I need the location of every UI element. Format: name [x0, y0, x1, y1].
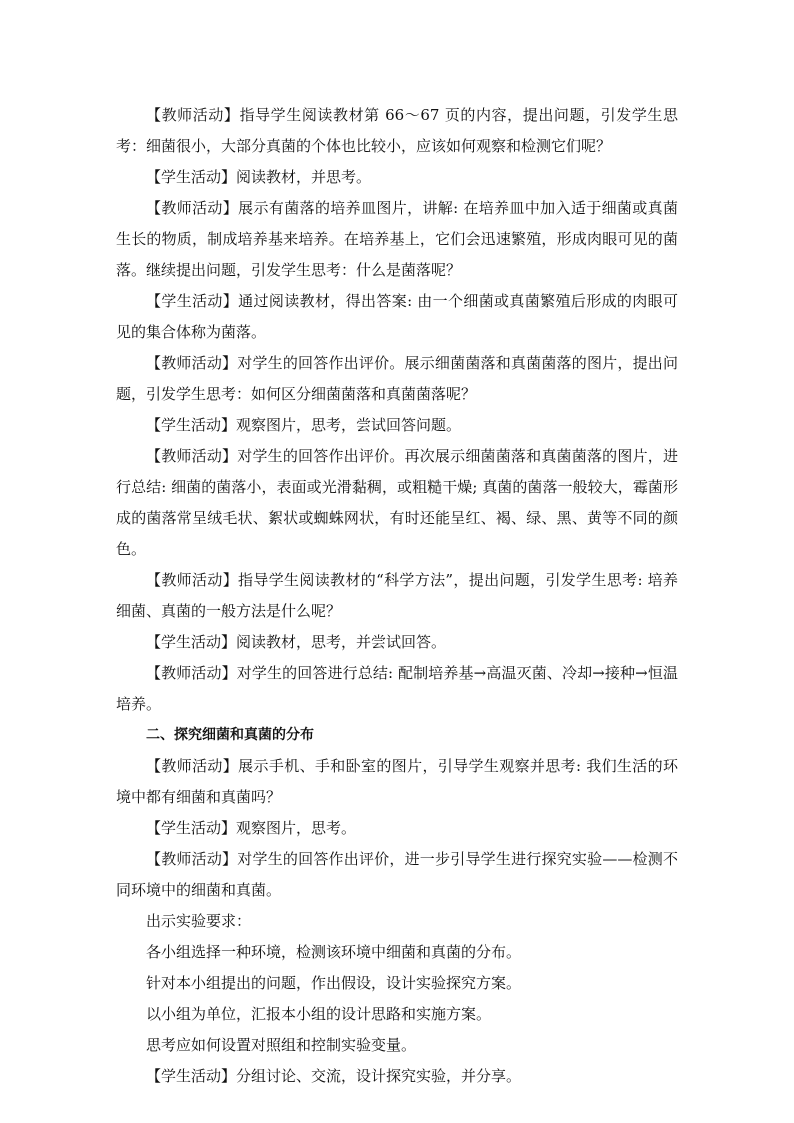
- paragraph-student-colony-answer: 【学生活动】通过阅读教材，得出答案: 由一个细菌或真菌繁殖后形成的肉眼可见的集合体称为菌落。: [116, 292, 678, 341]
- paragraph-teacher-culture-steps: 【教师活动】对学生的回答进行总结: 配制培养基→高温灭菌、冷却→接种→恒温培养。: [116, 664, 678, 713]
- paragraph-requirement-1: 各小组选择一种环境，检测该环境中细菌和真菌的分布。: [146, 943, 522, 961]
- paragraph-teacher-reading-guide: 【教师活动】指导学生阅读教材第 66～67 页的内容，提出问题，引发学生思考：细菌很小，大部分真菌的个体也比较小，应该如何观察和检测它们呢？: [116, 106, 678, 155]
- paragraph-teacher-science-method: 【教师活动】指导学生阅读教材的“科学方法”，提出问题，引发学生思考: 培养细菌、真菌的一般方法是什么呢？: [116, 571, 678, 620]
- paragraph-teacher-environment-images: 【教师活动】展示手机、手和卧室的图片，引导学生观察并思考: 我们生活的环境中都有细菌和真菌吗？: [116, 757, 678, 806]
- paragraph-teacher-petri-dish: 【教师活动】展示有菌落的培养皿图片，讲解: 在培养皿中加入适于细菌或真菌生长的物质，制成培养基来培养。在培养基上，它们会迅速繁殖，形成肉眼可见的菌落。继续提出问题，引发学生思考：什么是菌落呢？: [116, 199, 678, 279]
- paragraph-student-observe-think: 【学生活动】观察图片，思考。: [146, 819, 357, 837]
- paragraph-student-group-discussion: 【学生活动】分组讨论、交流，设计探究实验，并分享。: [146, 1067, 522, 1085]
- document-page: [116, 100, 678, 1092]
- paragraph-teacher-colony-images: 【教师活动】对学生的回答作出评价。展示细菌菌落和真菌菌落的图片，提出问题，引发学生思考：如何区分细菌菌落和真菌菌落呢？: [116, 354, 678, 403]
- paragraph-teacher-experiment-intro: 【教师活动】对学生的回答作出评价，进一步引导学生进行探究实验——检测不同环境中的细菌和真菌。: [116, 850, 678, 899]
- paragraph-student-try-answer: 【学生活动】阅读教材，思考，并尝试回答。: [146, 633, 447, 651]
- paragraph-student-observe: 【学生活动】观察图片，思考，尝试回答问题。: [146, 416, 462, 434]
- paragraph-requirement-3: 以小组为单位，汇报本小组的设计思路和实施方案。: [146, 1005, 492, 1023]
- paragraph-student-reading: 【学生活动】阅读教材，并思考。: [146, 168, 372, 186]
- paragraph-requirement-2: 针对本小组提出的问题，作出假设，设计实验探究方案。: [146, 974, 522, 992]
- paragraph-teacher-colony-summary: 【教师活动】对学生的回答作出评价。再次展示细菌菌落和真菌菌落的图片，进行总结: 细菌的菌落小，表面或光滑黏稠，或粗糙干燥; 真菌的菌落一般较大，霉菌形成的菌落常呈绒毛状、絮状或蜘蛛网状，有时还能呈红、褐、绿、黑、黄等不同的颜色。: [116, 447, 678, 558]
- paragraph-experiment-requirements-label: 出示实验要求：: [146, 912, 252, 930]
- section-heading-distribution: 二、探究细菌和真菌的分布: [146, 727, 314, 743]
- paragraph-requirement-4: 思考应如何设置对照组和控制实验变量。: [146, 1036, 417, 1054]
